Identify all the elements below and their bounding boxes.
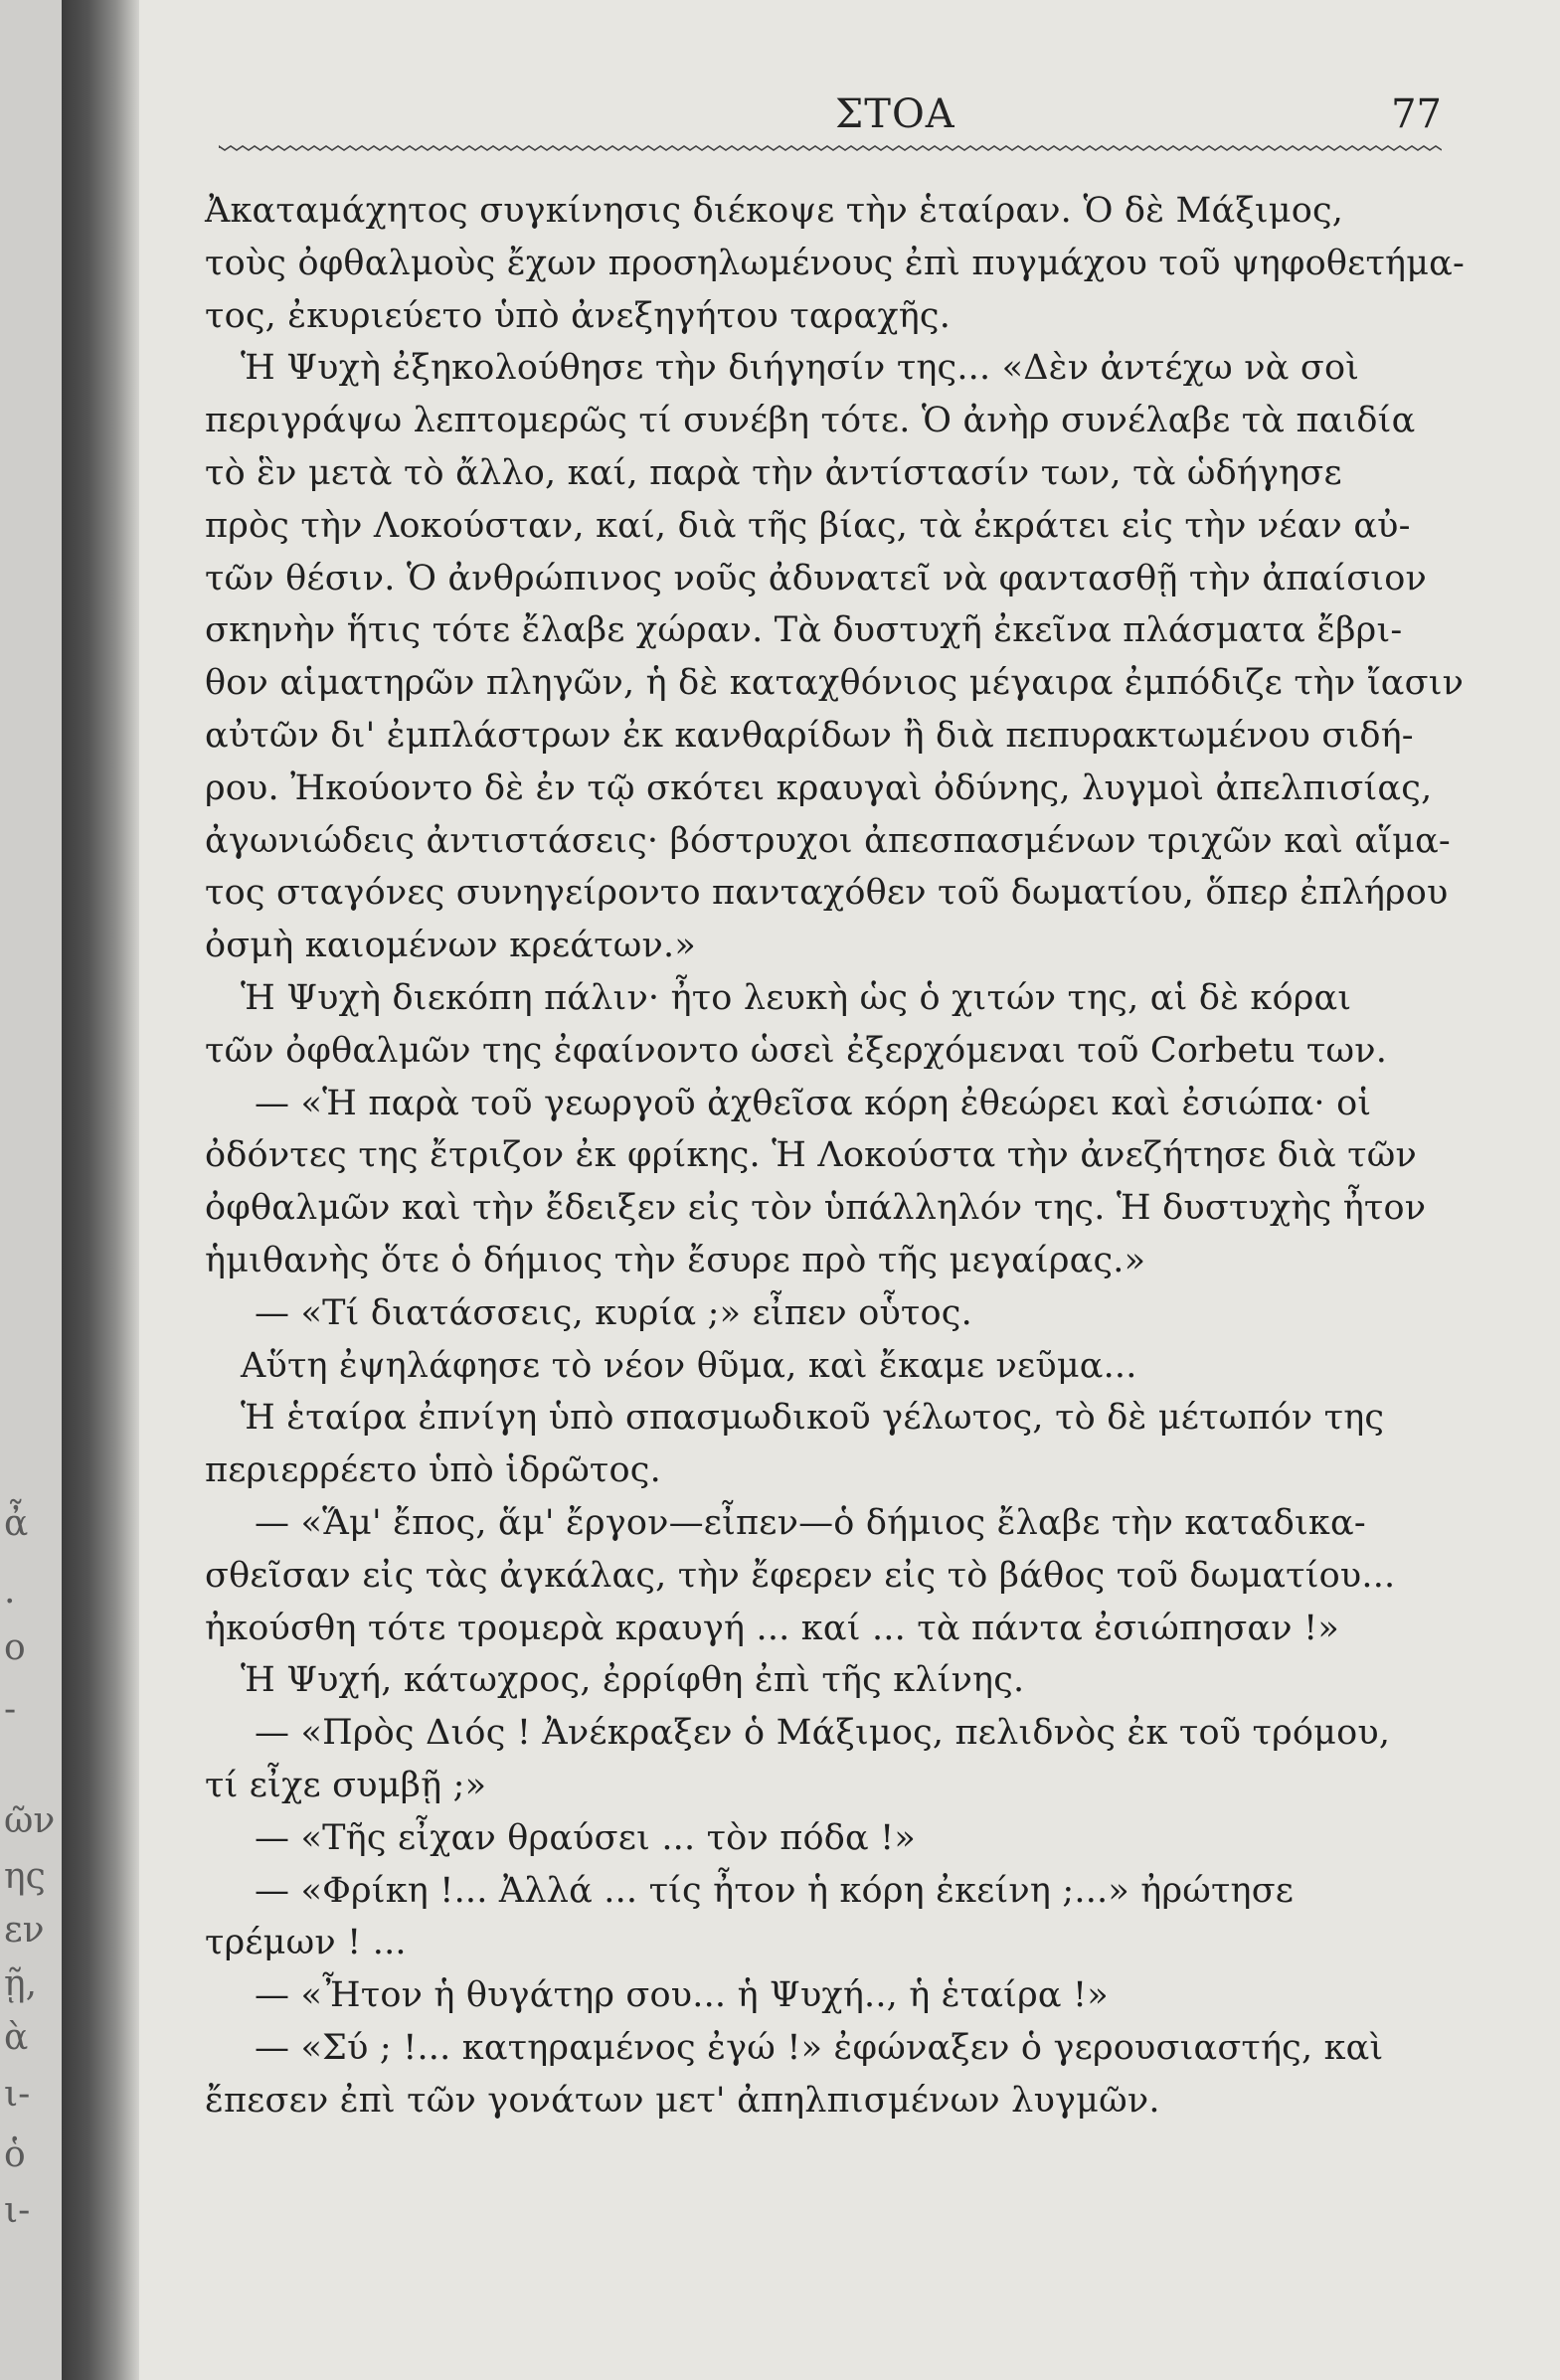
book-gutter-shadow: [62, 0, 139, 2380]
text-line: ἀγωνιώδεις ἀντιστάσεις· βόστρυχοι ἀπεσπασμένων τριχῶν καὶ αἵμα-: [205, 820, 1451, 861]
margin-fragment: ο: [4, 1627, 26, 1668]
text-line: τὸ ἓν μετὰ τὸ ἄλλο, καί, παρὰ τὴν ἀντίστασίν των, τὰ ὡδήγησε: [205, 452, 1342, 493]
body-text: [205, 185, 1468, 2126]
text-line: ἡμιθανὴς ὅτε ὁ δήμιος τὴν ἔσυρε πρὸ τῆς μεγαίρας.»: [205, 1240, 1146, 1280]
text-line: Ἀκαταμάχητος συγκίνησις διέκοψε τὴν ἑταίραν. Ὁ δὲ Μάξιμος,: [205, 191, 1344, 231]
text-line: αὐτῶν δι' ἐμπλάστρων ἐκ κανθαρίδων ἢ διὰ πεπυρακτωμένου σιδή-: [205, 715, 1414, 756]
text-line: — «Πρὸς Διός ! Ἀνέκραξεν ὁ Μάξιμος, πελιδνὸς ἐκ τοῦ τρόμου,: [255, 1713, 1391, 1754]
text-line: τρέμων ! ...: [205, 1923, 407, 1963]
text-line: τος σταγόνες συνηγείροντο πανταχόθεν τοῦ δωματίου, ὅπερ ἐπλήρου: [205, 873, 1449, 914]
page-number: 77: [1391, 91, 1442, 137]
text-line: πρὸς τὴν Λοκούσταν, καί, διὰ τῆς βίας, τὰ ἐκράτει εἰς τὴν νέαν αὐ-: [205, 505, 1411, 546]
text-line: ἠκούσθη τότε τρομερὰ κραυγή ... καί ... τὰ πάντα ἐσιώπησαν !»: [205, 1608, 1339, 1648]
margin-fragment: ἆ: [4, 1503, 29, 1544]
margin-fragment: εν: [4, 1910, 45, 1951]
page-header: [219, 91, 1442, 151]
text-line: τος, ἐκυριεύετο ὑπὸ ἀνεξηγήτου ταραχῆς.: [205, 295, 952, 336]
text-line: — «Ἅμ' ἔπος, ἅμ' ἔργον—εἶπεν—ὁ δήμιος ἔλαβε τὴν καταδικα-: [255, 1502, 1366, 1543]
margin-fragment: ῇ,: [4, 1963, 38, 2004]
text-line: σκηνὴν ἥτις τότε ἔλαβε χώραν. Τὰ δυστυχῆ ἐκεῖνα πλάσματα ἔβρι-: [205, 610, 1403, 651]
text-line: — «Τί διατάσσεις, κυρία ;» εἶπεν οὗτος.: [255, 1292, 972, 1333]
book-page: [139, 0, 1560, 2380]
text-line: — «Ἦτον ἡ θυγάτηρ σου... ἡ Ψυχή.., ἡ ἑταίρα !»: [255, 1975, 1109, 2016]
text-line: — «Ἡ παρὰ τοῦ γεωργοῦ ἀχθεῖσα κόρη ἐθεώρει καὶ ἐσιώπα· οἱ: [255, 1083, 1372, 1123]
text-line: — «Τῆς εἶχαν θραύσει ... τὸν πόδα !»: [255, 1817, 917, 1858]
text-line: τῶν θέσιν. Ὁ ἀνθρώπινος νοῦς ἀδυνατεῖ νὰ φαντασθῇ τὴν ἀπαίσιον: [205, 558, 1427, 598]
facing-page-fragments: [0, 0, 62, 2380]
text-line: Ἡ ἑταίρα ἐπνίγη ὑπὸ σπασμωδικοῦ γέλωτος, τὸ δὲ μέτωπόν της: [241, 1398, 1385, 1439]
text-line: περιγράψω λεπτομερῶς τί συνέβη τότε. Ὁ ἀνὴρ συνέλαβε τὰ παιδία: [205, 401, 1416, 441]
margin-fragment: .: [4, 1571, 16, 1612]
text-line: τί εἶχε συμβῇ ;»: [205, 1765, 487, 1805]
text-line: Ἡ Ψυχή, κάτωχρος, ἐρρίφθη ἐπὶ τῆς κλίνης.: [241, 1660, 1025, 1701]
text-line: Ἡ Ψυχὴ ἐξηκολούθησε τὴν διήγησίν της... «Δὲν ἀντέχω νὰ σοὶ: [241, 348, 1360, 389]
margin-fragment: ῶν: [4, 1800, 56, 1841]
running-title: ΣΤΟΑ: [835, 91, 955, 137]
text-line: — «Φρίκη !... Ἀλλά ... τίς ἦτον ἡ κόρη ἐκείνη ;...» ἠρώτησε: [255, 1870, 1295, 1911]
text-line: ὀδόντες της ἔτριζον ἐκ φρίκης. Ἡ Λοκούστα τὴν ἀνεζήτησε διὰ τῶν: [205, 1135, 1417, 1176]
text-line: Ἡ Ψυχὴ διεκόπη πάλιν· ἦτο λευκὴ ὡς ὁ χιτών της, αἱ δὲ κόραι: [241, 977, 1352, 1018]
margin-fragment: ὁ: [4, 2134, 26, 2175]
text-line: ὀφθαλμῶν καὶ τὴν ἔδειξεν εἰς τὸν ὑπάλληλόν της. Ἡ δυστυχὴς ἦτον: [205, 1188, 1427, 1229]
margin-fragment: ης: [4, 1856, 46, 1897]
margin-fragment: -: [4, 1689, 17, 1730]
text-line: ὀσμὴ καιομένων κρεάτων.»: [205, 926, 696, 966]
text-line: σθεῖσαν εἰς τὰς ἀγκάλας, τὴν ἔφερεν εἰς τὸ βάθος τοῦ δωματίου...: [205, 1555, 1396, 1596]
text-line: περιερρέετο ὑπὸ ἱδρῶτος.: [205, 1450, 661, 1491]
text-line: τοὺς ὀφθαλμοὺς ἔχων προσηλωμένους ἐπὶ πυγμάχου τοῦ ψηφοθετήμα-: [205, 243, 1465, 283]
margin-fragment: ι-: [4, 2190, 31, 2231]
header-wavy-rule: [219, 144, 1442, 152]
margin-fragment: ὰ: [4, 2017, 29, 2058]
text-line: θον αἱματηρῶν πληγῶν, ἡ δὲ καταχθόνιος μέγαιρα ἐμπόδιζε τὴν ἴασιν: [205, 663, 1465, 704]
text-line: ἔπεσεν ἐπὶ τῶν γονάτων μετ' ἀπηλπισμένων λυγμῶν.: [205, 2080, 1160, 2121]
text-line: — «Σύ ; !... κατηραμένος ἐγώ !» ἐφώναξεν ὁ γερουσιαστής, καὶ: [255, 2027, 1384, 2068]
text-line: τῶν ὀφθαλμῶν της ἐφαίνοντο ὡσεὶ ἐξερχόμεναι τοῦ Corbetu των.: [205, 1030, 1388, 1071]
text-line: Αὕτη ἐψηλάφησε τὸ νέον θῦμα, καὶ ἔκαμε νεῦμα...: [241, 1345, 1137, 1386]
text-line: ρου. Ἠκούοντο δὲ ἐν τῷ σκότει κραυγαὶ ὀδύνης, λυγμοὶ ἀπελπισίας,: [205, 767, 1433, 808]
margin-fragment: ι-: [4, 2074, 31, 2115]
